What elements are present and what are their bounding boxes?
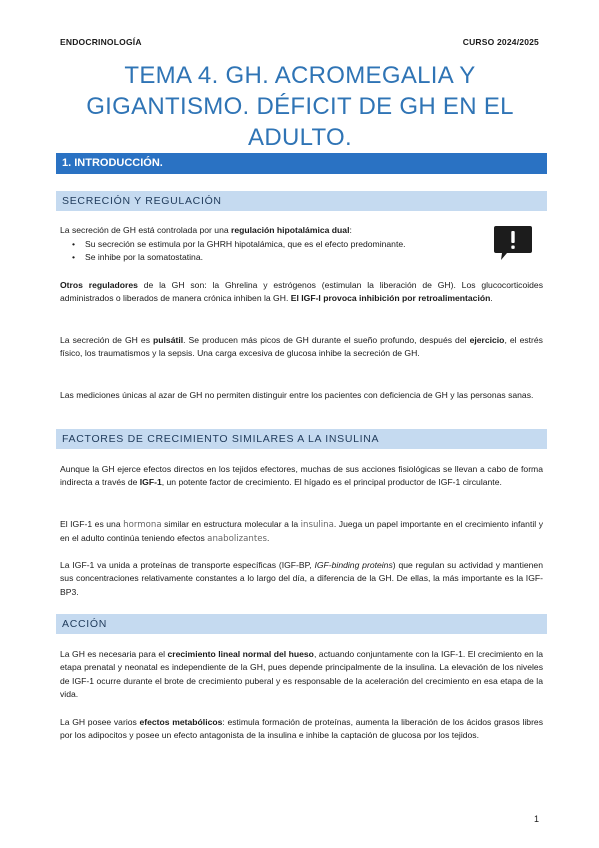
- paragraph-secrecion-intro: La secreción de GH está controlada por una regulación hipotalámica dual:: [60, 225, 352, 235]
- paragraph-igf-bp: La IGF-1 va unida a proteínas de transporte específicas (IGF-BP, IGF-binding proteins) que regulan su actividad y mantienen sus concentraciones relativamente constantes a lo largo del día, a diferencia de la GH. De ellas, la más importante es la IGF-BP3.: [60, 560, 543, 597]
- title-line: TEMA 4. GH. ACROMEGALIA Y: [124, 62, 476, 89]
- subsection-heading-secrecion: SECRECIÓN Y REGULACIÓN: [56, 191, 547, 211]
- section-heading-introduccion: 1. INTRODUCCIÓN.: [56, 153, 547, 174]
- alert-speech-bubble-icon: [493, 224, 533, 262]
- regulation-list: [60, 238, 406, 264]
- paragraph-crecimiento: La GH es necesaria para el crecimiento lineal normal del hueso, actuando conjuntamente con la IGF-1. El crecimiento en la etapa prenatal y neonatal es independiente de la GH, pues depende principalmente de la insulina. La elevación de los niveles de IGF-1 ocurre durante el brote de crecimiento puberal y es responsable de la aceleración del crecimiento en esa etapa de la vida.: [60, 649, 543, 700]
- page-number: 1: [533, 814, 539, 824]
- paragraph-efectos-metabolicos: La GH posee varios efectos metabólicos: estimula formación de proteínas, aumenta la liberación de los ácidos grasos libres por los adipocitos y posee un efecto antagonista de la insulina e inhibe la captación de glucosa por los tejidos.: [60, 717, 544, 741]
- list-item: • Su secreción se estimula por la GHRH hipotalámica, que es el efecto predominante.: [60, 238, 406, 251]
- title-line: ADULTO.: [248, 124, 352, 151]
- title-line: GIGANTISMO. DÉFICIT DE GH EN EL: [86, 93, 514, 120]
- page-title: [60, 60, 540, 153]
- paragraph-otros-reguladores: Otros reguladores de la GH son: la Ghrelina y estrógenos (estimulan la liberación de GH). Los glucocorticoides administrados o liberados de manera crónica inhiben la GH. El IGF-I provoca inhibición por retroalimentación.: [60, 280, 543, 304]
- header-course: CURSO 2024/2025: [462, 37, 539, 47]
- paragraph-pulsatil: La secreción de GH es pulsátil. Se producen más picos de GH durante el sueño profundo, después del ejercicio, el estrés físico, los traumatismos y la sepsis. Una carga excesiva de glucosa inhibe la secreción de GH.: [60, 335, 543, 359]
- paragraph-igf1: Aunque la GH ejerce efectos directos en los tejidos efectores, muchas de sus acciones fisiológicas se llevan a cabo de forma indirecta a través de IGF-1, un potente factor de crecimiento. El hígado es el principal productor de IGF-1 circulante.: [60, 464, 543, 488]
- header-subject: ENDOCRINOLOGÍA: [60, 37, 142, 47]
- subsection-heading-factores: FACTORES DE CRECIMIENTO SIMILARES A LA INSULINA: [56, 429, 547, 449]
- subsection-heading-accion: ACCIÓN: [56, 614, 547, 634]
- paragraph-mediciones: Las mediciones únicas al azar de GH no permiten distinguir entre los pacientes con deficiencia de GH y las personas sanas.: [60, 390, 534, 400]
- paragraph-hormona: El IGF-1 es una hormona similar en estructura molecular a la insulina. Juega un papel importante en el crecimiento infantil y en el adulto continúa teniendo efectos anabolizantes.: [60, 519, 543, 545]
- list-item: • Se inhibe por la somatostatina.: [60, 251, 406, 264]
